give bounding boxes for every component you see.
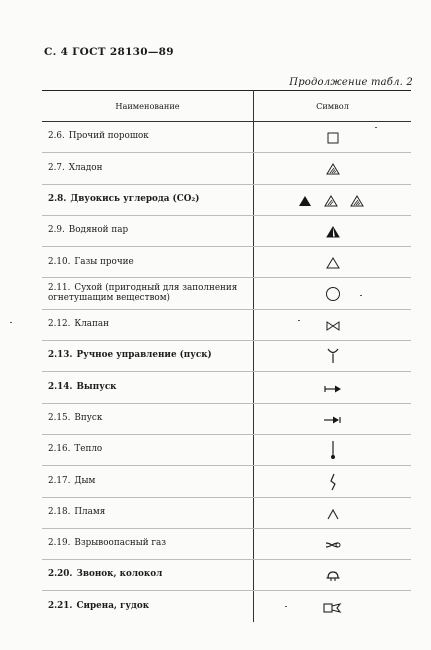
row-number: 2.14. <box>48 381 73 392</box>
table-row <box>42 184 411 215</box>
row-name-cell <box>42 153 254 184</box>
row-name-cell <box>42 528 254 559</box>
outlet-arrow-icon <box>322 383 344 395</box>
row-symbol-cell <box>254 122 412 153</box>
row-number: 2.15. <box>48 412 71 423</box>
row-name: Двуокись углерода (CO₂) <box>70 193 200 204</box>
bell-icon <box>325 569 341 583</box>
row-name-cell <box>42 309 254 340</box>
row-number: 2.11. <box>48 282 71 293</box>
row-symbol-cell <box>254 184 412 215</box>
table-header-row <box>42 91 411 122</box>
row-name: Сухой (пригодный для заполнения огнетушащим веществом) <box>48 282 238 303</box>
row-name: Тепло <box>74 444 103 455</box>
row-name-cell <box>42 278 254 309</box>
row-name-cell <box>42 591 254 622</box>
row-name-cell <box>42 560 254 591</box>
circle-icon <box>324 285 342 303</box>
symbols-table <box>42 90 411 622</box>
scan-speck <box>285 606 287 607</box>
row-name: Хладон <box>68 162 103 173</box>
valve-icon <box>324 320 342 332</box>
column-header-name: Наименование <box>42 91 254 122</box>
row-symbol-cell <box>254 215 412 246</box>
table-row <box>42 215 411 246</box>
manual-control-icon <box>325 346 341 366</box>
row-symbol-cell <box>254 560 412 591</box>
flame-icon <box>326 507 340 521</box>
page-header: С. 4 ГОСТ 28130—89 <box>44 46 174 58</box>
column-header-symbol: Символ <box>254 91 412 122</box>
row-number: 2.13. <box>48 350 73 361</box>
row-symbol-cell <box>254 372 412 403</box>
row-name: Впуск <box>74 412 103 423</box>
scan-speck <box>375 127 377 128</box>
table-row <box>42 403 411 434</box>
row-name-cell <box>42 215 254 246</box>
table-row <box>42 497 411 528</box>
row-name: Сирена, гудок <box>76 600 150 611</box>
triangle-outline-icon <box>325 256 341 270</box>
row-name: Пламя <box>74 506 106 517</box>
table-row <box>42 122 411 153</box>
row-name: Выпуск <box>76 381 117 392</box>
row-name-cell <box>42 184 254 215</box>
row-number: 2.10. <box>48 256 71 267</box>
table-row <box>42 591 411 622</box>
co2-triangles-icon <box>298 194 368 208</box>
scan-speck <box>298 320 300 321</box>
row-number: 2.19. <box>48 538 71 549</box>
row-symbol-cell <box>254 403 412 434</box>
row-name: Звонок, колокол <box>76 569 163 580</box>
row-name: Клапан <box>74 319 110 330</box>
table-row <box>42 434 411 465</box>
row-name-cell <box>42 497 254 528</box>
row-symbol-cell <box>254 247 412 278</box>
row-number: 2.12. <box>48 319 71 330</box>
row-symbol-cell <box>254 309 412 340</box>
square-icon <box>326 131 340 145</box>
explosive-gas-icon <box>325 540 341 550</box>
table-row <box>42 466 411 497</box>
row-name-cell <box>42 403 254 434</box>
row-name-cell <box>42 466 254 497</box>
row-symbol-cell <box>254 278 412 309</box>
triangle-half-filled-icon <box>325 225 341 239</box>
row-number: 2.16. <box>48 444 71 455</box>
row-name: Газы прочие <box>74 256 134 267</box>
row-symbol-cell <box>254 497 412 528</box>
table-continuation-note: Продолжение табл. 2 <box>289 77 413 88</box>
row-symbol-cell <box>254 591 412 622</box>
row-name-cell <box>42 341 254 372</box>
inlet-arrow-icon <box>322 414 344 426</box>
row-name: Взрывоопасный газ <box>74 538 167 549</box>
row-number: 2.20. <box>48 569 73 580</box>
row-symbol-cell <box>254 341 412 372</box>
row-number: 2.18. <box>48 506 71 517</box>
scan-speck <box>10 322 12 323</box>
table-row <box>42 560 411 591</box>
row-symbol-cell <box>254 153 412 184</box>
row-name-cell <box>42 372 254 403</box>
table-row <box>42 247 411 278</box>
row-symbol-cell <box>254 466 412 497</box>
table-row <box>42 153 411 184</box>
triangle-hatched-icon <box>325 162 341 176</box>
row-name: Прочий порошок <box>68 131 149 142</box>
table-row <box>42 341 411 372</box>
row-number: 2.6. <box>48 131 65 142</box>
row-name: Дым <box>74 475 96 486</box>
smoke-icon <box>327 472 339 492</box>
row-number: 2.9. <box>48 225 65 236</box>
row-name-cell <box>42 122 254 153</box>
row-number: 2.17. <box>48 475 71 486</box>
row-number: 2.7. <box>48 162 65 173</box>
row-number: 2.21. <box>48 600 73 611</box>
row-symbol-cell <box>254 434 412 465</box>
row-symbol-cell <box>254 528 412 559</box>
row-name-cell <box>42 434 254 465</box>
heat-icon <box>328 439 338 461</box>
table-row <box>42 309 411 340</box>
table-row <box>42 528 411 559</box>
row-name-cell <box>42 247 254 278</box>
row-name: Водяной пар <box>68 225 129 236</box>
table-row <box>42 278 411 309</box>
row-name: Ручное управление (пуск) <box>76 350 212 361</box>
table-row <box>42 372 411 403</box>
row-number: 2.8. <box>48 193 67 204</box>
siren-icon <box>322 601 344 615</box>
scan-speck <box>360 295 362 296</box>
